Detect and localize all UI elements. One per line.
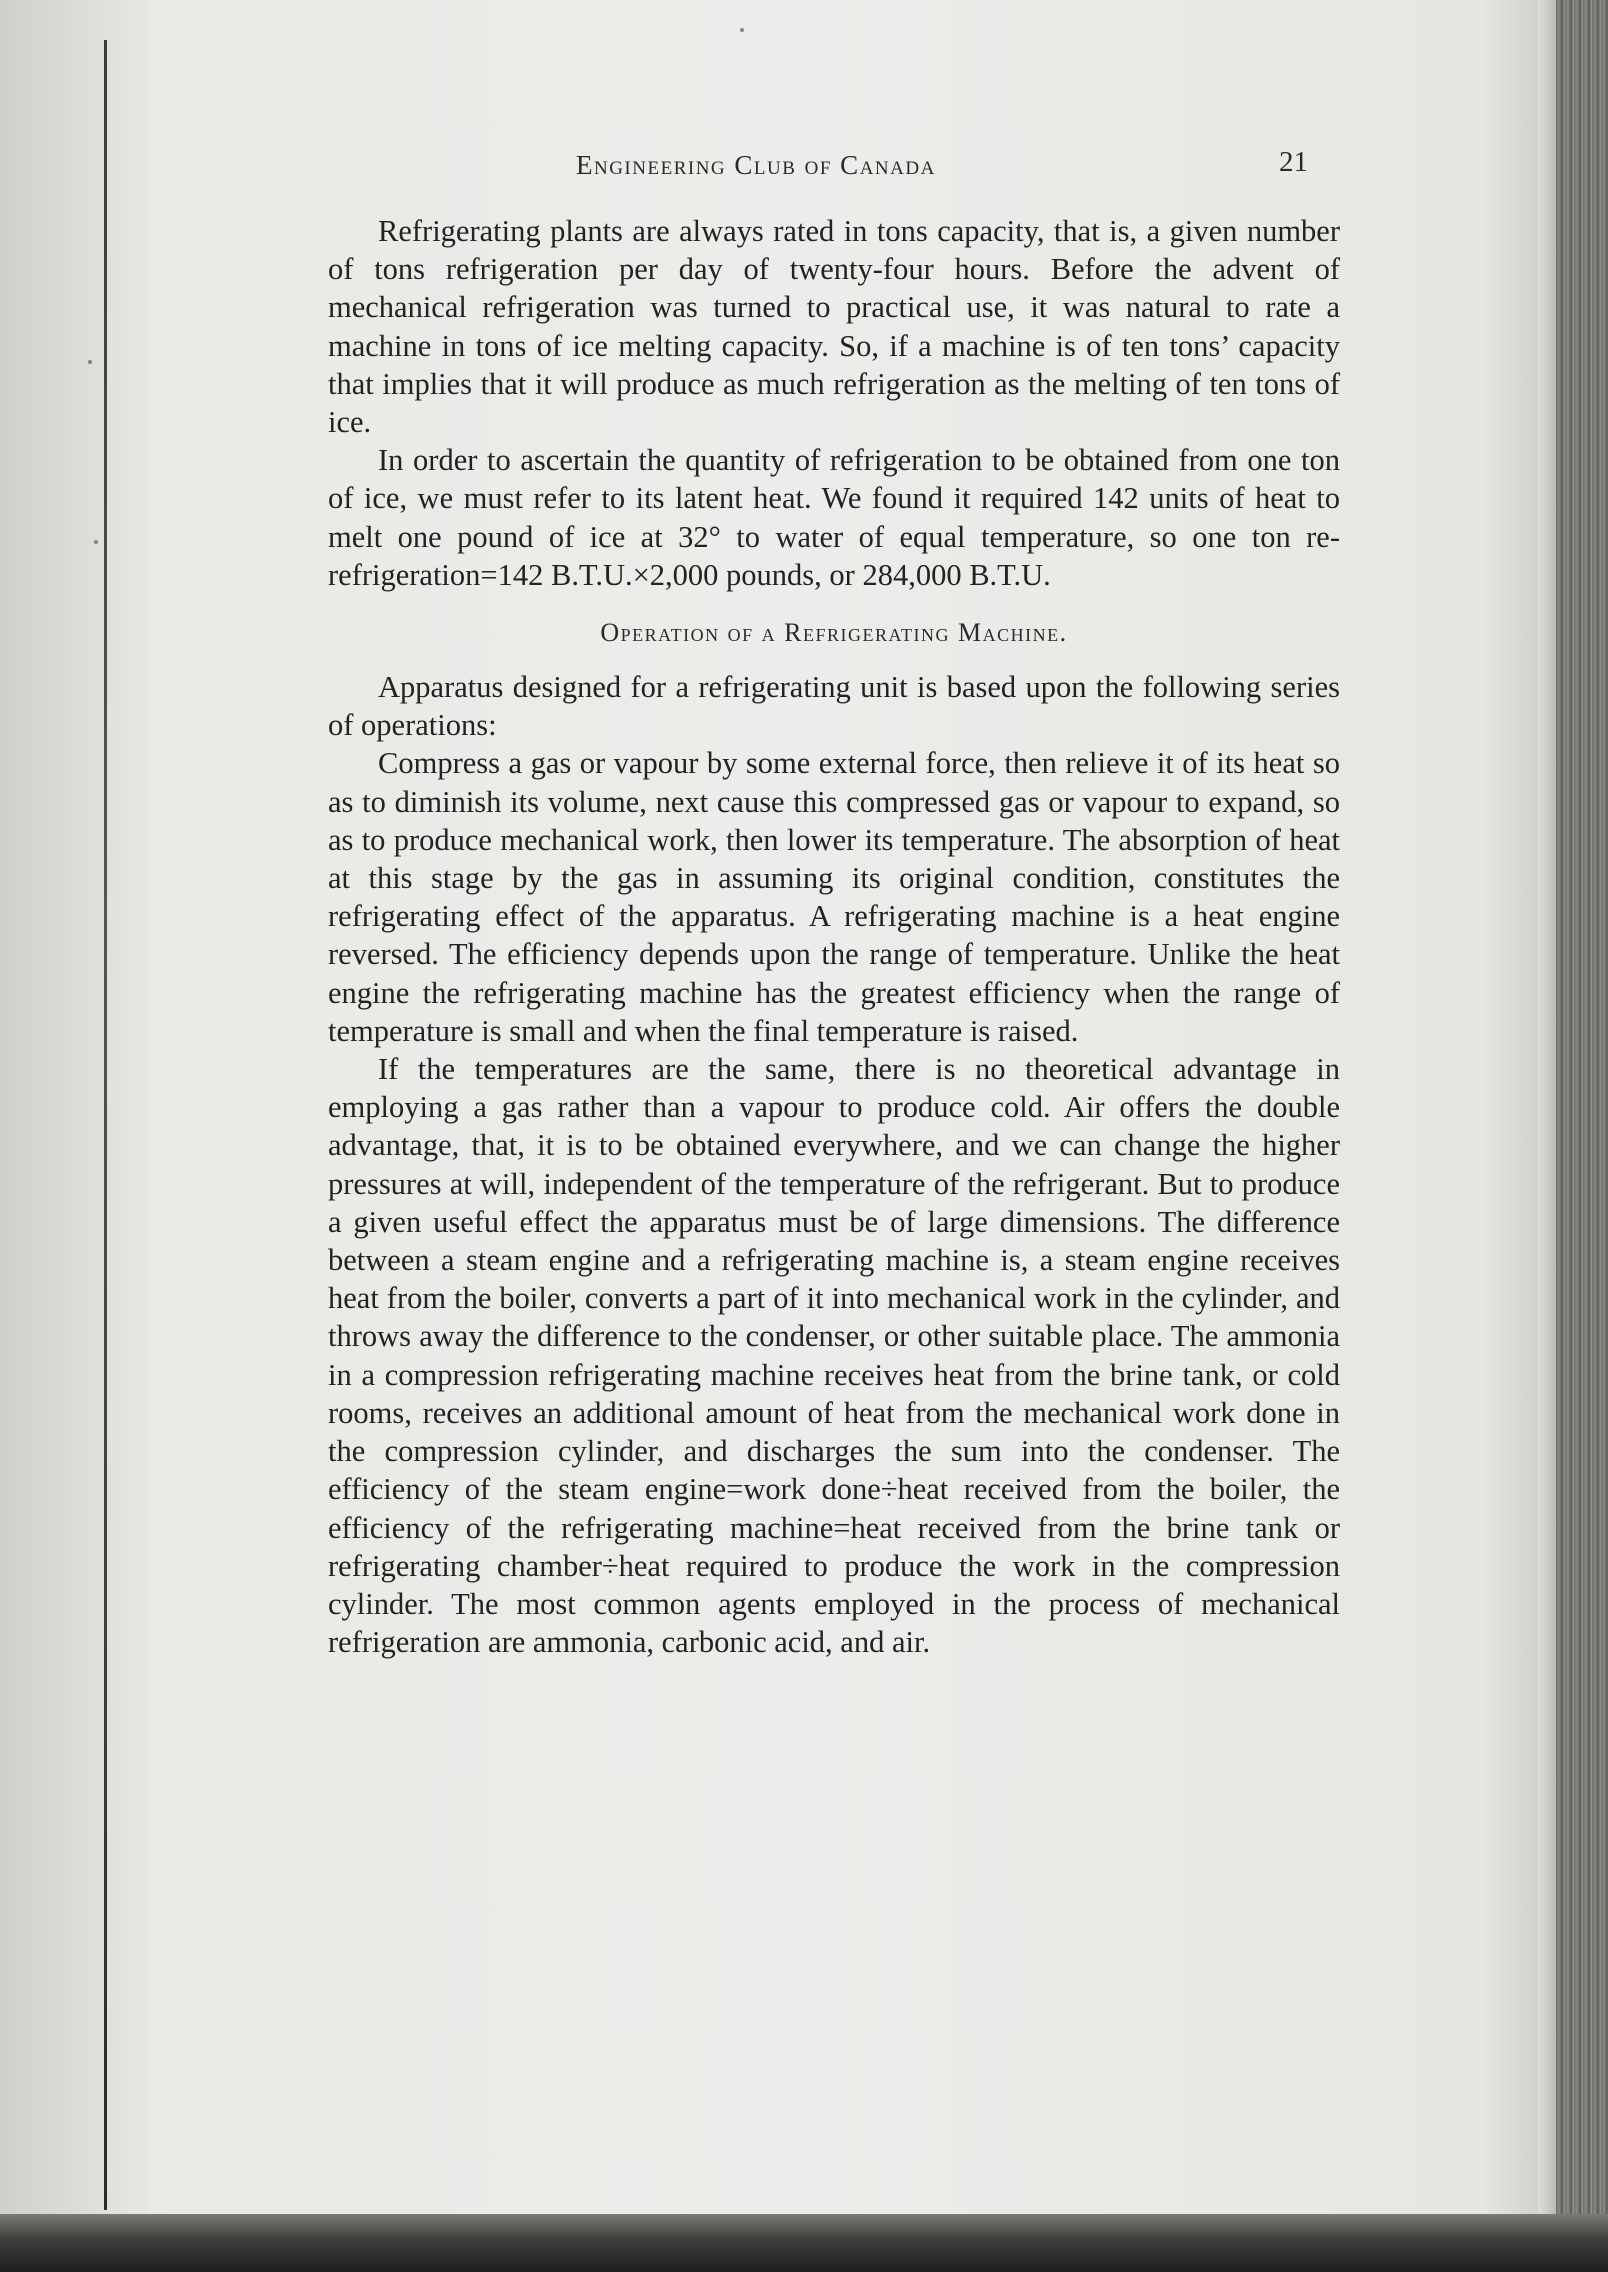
page-number: 21 (1279, 146, 1308, 178)
paragraph-tons-capacity: Refrigerating plants are always rated in tons capacity, that is, a given number of tons refrigeration per day of twenty-four hours. Before the advent of mechanical refrigeration was turned to practical use, it was natural to rate a machine in tons of ice melting capacity. So, if a machine is of ten tons’ capacity that implies that it will produce as much refrigeration as the melting of ten tons of ice. (328, 214, 1340, 440)
page-stack-edge (1556, 0, 1608, 2272)
dust-speck (94, 540, 98, 544)
book-gutter-line (104, 40, 107, 2210)
book-binding-shadow (0, 0, 150, 2272)
running-title: Engineering Club of Canada (576, 150, 936, 180)
dust-speck (88, 360, 92, 364)
scanner-bottom-shadow (0, 2214, 1608, 2272)
page-text-block (328, 120, 1340, 1661)
paragraph-temperatures: If the temperatures are the same, there is no theoretical advantage in employing a gas rather than a vapour to produce cold. Air offers the double advantage, that, it is to be obtained everywhere, and we can change the higher pressures at will, independent of the temperature of the refrigerant. But to produce a given useful effect the apparatus must be of large dimensions. The difference between a steam engine and a refrigerating machine is, a steam engine receives heat from the boiler, converts a part of it into mechanical work in the cylinder, and throws away the difference to the condenser, or other suitable place. The ammonia in a compression refrigerating machine receives heat from the brine tank, or cold rooms, receives an additional amount of heat from the mechanical work done in the compression cylinder, and discharges the sum into the condenser. The efficiency of the steam engine=work done÷heat received from the boiler, the efficiency of the refrigerating machine=heat received from the brine tank or refrigerating chamber÷heat required to produce the work in the compression cylinder. The most common agents employed in the process of mechanical refrigeration are ammonia, carbonic acid, and air. (328, 1052, 1340, 1660)
paragraph-latent-heat: In order to ascertain the quantity of refrigeration to be obtained from one ton of ice, we must refer to its latent heat. We found it required 142 units of heat to melt one pound of ice at 32° to water of equal temperature, so one ton re-refrigeration=142 B.T.U.×2,000 pounds, or 284,000 B.T.U. (328, 443, 1340, 592)
running-header (328, 120, 1340, 180)
page-edge-shadow (1538, 0, 1556, 2272)
paragraph-apparatus: Apparatus designed for a refrigerating unit is based upon the following series of operations: (328, 670, 1340, 743)
dust-speck (740, 28, 744, 32)
paragraph-compress-gas: Compress a gas or vapour by some external force, then relieve it of its heat so as to diminish its volume, next cause this compressed gas or vapour to expand, so as to produce mechanical work, then lower its temperature. The absorption of heat at this stage by the gas in assuming its original condition, constitutes the refrigerating effect of the apparatus. A refrigerating machine is a heat engine reversed. The efficiency depends upon the range of temperature. Unlike the heat engine the refrigerating machine has the greatest efficiency when the range of temperature is small and when the final temperature is raised. (328, 746, 1340, 1048)
section-heading: Operation of a Refrigerating Machine. (600, 618, 1068, 648)
